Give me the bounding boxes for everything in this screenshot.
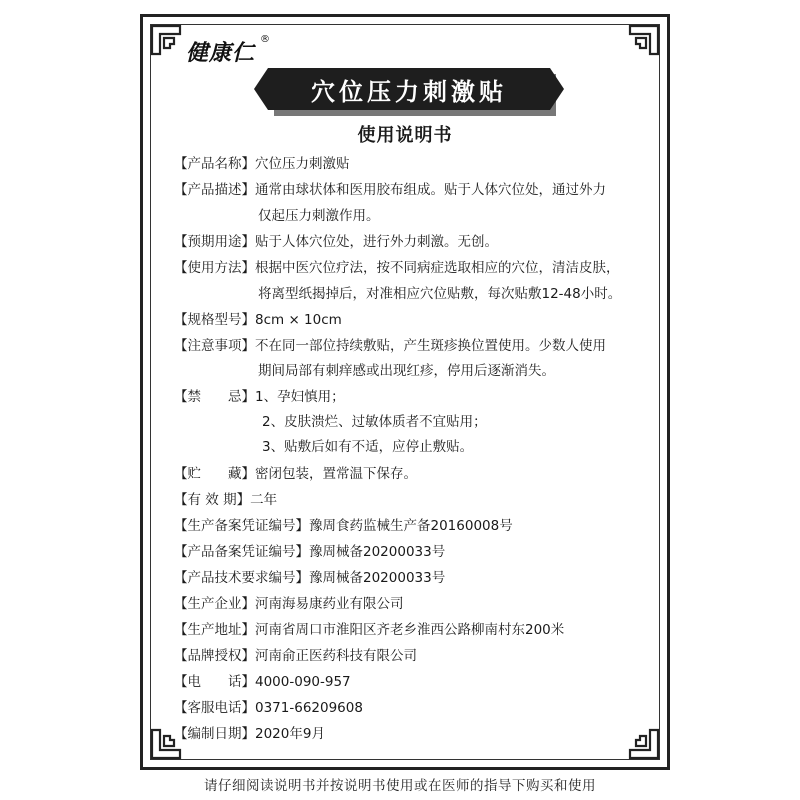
field-usage-cont: 将离型纸揭掉后，对准相应穴位贴敷，每次贴敷12-48小时。 (258, 286, 622, 302)
document-subtitle: 使用说明书 (357, 125, 453, 146)
field-description: 【产品描述】通常由球状体和医用胶布组成。贴于人体穴位处，通过外力 (174, 182, 606, 198)
field-spec: 【规格型号】8cm × 10cm (174, 312, 342, 328)
field-product-name: 【产品名称】穴位压力刺激贴 (174, 156, 350, 172)
field-description-cont: 仅起压力刺激作用。 (258, 208, 380, 224)
field-contraindications: 【禁 忌】1、孕妇慎用； (174, 389, 345, 405)
registered-mark: ® (260, 34, 270, 45)
field-product-record: 【产品备案凭证编号】豫周械备20200033号 (174, 544, 446, 560)
field-production-record: 【生产备案凭证编号】豫周食药监械生产备20160008号 (174, 518, 513, 534)
field-service-phone: 【客服电话】0371-66209608 (174, 700, 363, 716)
corner-ornament-icon (616, 716, 660, 760)
product-title-banner (268, 68, 550, 110)
product-title: 穴位压力刺激贴 (311, 77, 507, 106)
field-precautions-cont: 期间局部有刺痒感或出现红疹，停用后逐渐消失。 (258, 363, 555, 379)
footer-notice: 请仔细阅读说明书并按说明书使用或在医师的指导下购买和使用 (204, 778, 596, 794)
field-address: 【生产地址】河南省周口市淮阳区齐老乡淮西公路柳南村东200米 (174, 622, 565, 638)
field-contraindications-cont2: 3、贴敷后如有不适，应停止敷贴。 (262, 439, 474, 455)
field-tech-requirement: 【产品技术要求编号】豫周械备20200033号 (174, 570, 446, 586)
field-compile-date: 【编制日期】2020年9月 (174, 726, 325, 742)
brand-logo: 健康仁 (186, 40, 256, 66)
field-brand-license: 【品牌授权】河南俞正医药科技有限公司 (174, 648, 417, 664)
field-phone: 【电 话】4000-090-957 (174, 674, 351, 690)
field-manufacturer: 【生产企业】河南海易康药业有限公司 (174, 596, 404, 612)
corner-ornament-icon (616, 24, 660, 68)
field-storage: 【贮 藏】密闭包装，置常温下保存。 (174, 466, 417, 482)
field-precautions: 【注意事项】不在同一部位持续敷贴，产生斑疹换位置使用。少数人使用 (174, 338, 606, 354)
field-contraindications-cont: 2、皮肤溃烂、过敏体质者不宜贴用； (262, 414, 487, 430)
field-validity: 【有 效 期】二年 (174, 492, 278, 508)
field-intended-use: 【预期用途】贴于人体穴位处，进行外力刺激。无创。 (174, 234, 498, 250)
field-usage: 【使用方法】根据中医穴位疗法，按不同病症选取相应的穴位，清洁皮肤， (174, 260, 620, 276)
